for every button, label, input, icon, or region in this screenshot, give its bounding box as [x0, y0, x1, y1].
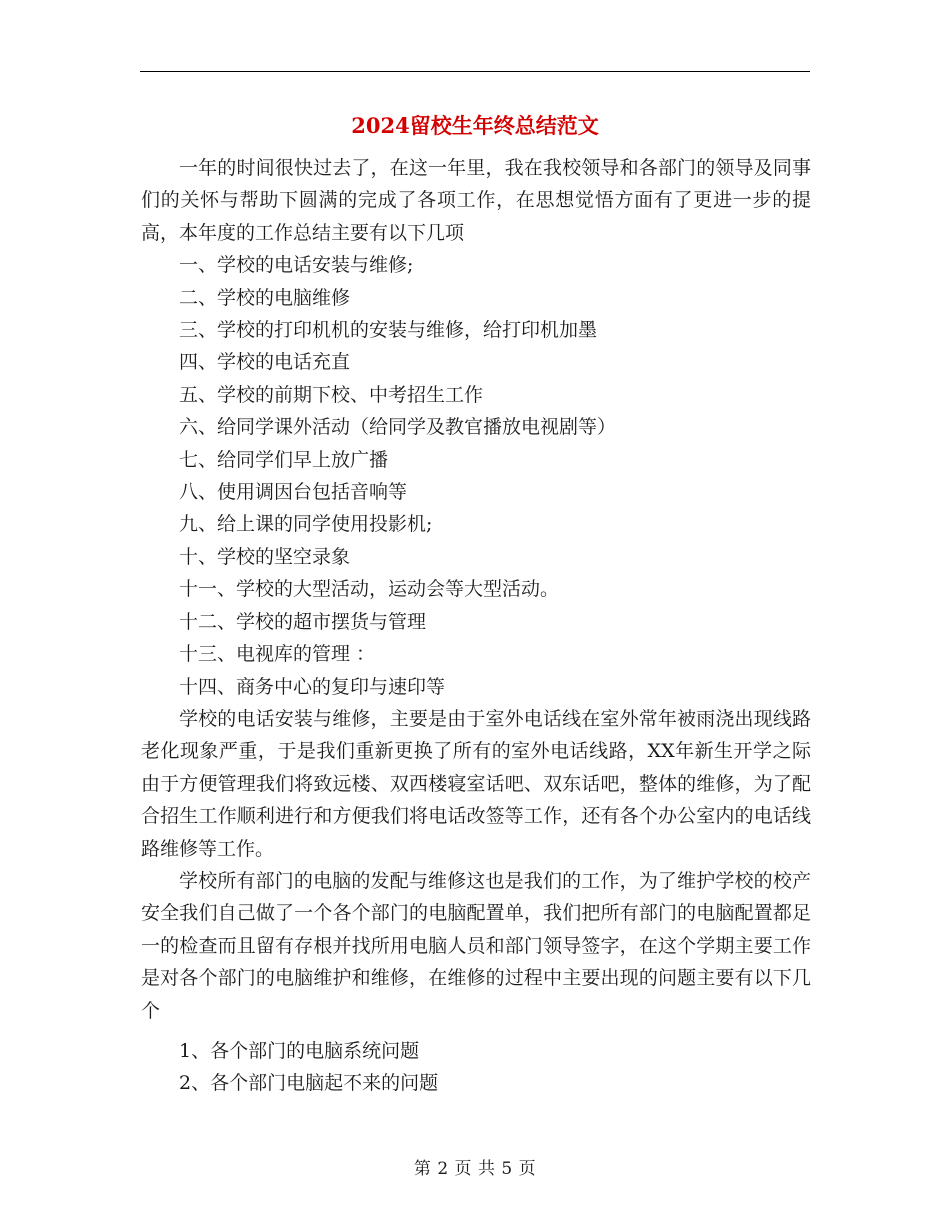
computer-maintenance-paragraph: 学校所有部门的电脑的发配与维修这也是我们的工作，为了维护学校的校产安全我们自己做了一个各个部门的电脑配置单，我们把所有部门的电脑配置都足一的检查而且留有存根并找所用电脑人员和部门领导签字，在这个学期主要工作是对各个部门的电脑维护和维修，在维修的过程中主要出现的问题主要有以下几个 [141, 869, 811, 1022]
document-body [141, 152, 811, 1100]
page-number-footer: 第 2 页 共 5 页 [413, 1159, 537, 1179]
work-item-11: 十一、学校的大型活动，运动会等大型活动。 [179, 578, 560, 601]
intro-paragraph: 一年的时间很快过去了，在这一年里，我在我校领导和各部门的领导及同事们的关怀与帮助下圆满的完成了各项工作，在思想觉悟方面有了更进一步的提高，本年度的工作总结主要有以下几项 [141, 157, 811, 244]
issue-item-1: 1、各个部门的电脑系统问题 [179, 1039, 420, 1062]
work-item-3: 三、学校的打印机机的安装与维修，给打印机加墨 [179, 319, 598, 342]
work-item-7: 七、给同学们早上放广播 [179, 448, 389, 471]
document-title: 2024留校生年终总结范文 [351, 113, 599, 138]
phone-maintenance-paragraph: 学校的电话安装与维修，主要是由于室外电话线在室外常年被雨浇出现线路老化现象严重，于是我们重新更换了所有的室外电话线路，XX年新生开学之际由于方便管理我们将致远楼、双西楼寝室话吧、双东话吧，整体的维修，为了配合招生工作顺利进行和方便我们将电话改签等工作，还有各个办公室内的电话线路维修等工作。 [141, 707, 811, 860]
work-item-2: 二、学校的电脑维修 [179, 286, 351, 309]
issue-item-2: 2、各个部门电脑起不来的问题 [179, 1072, 439, 1095]
work-item-4: 四、学校的电话充直 [179, 351, 351, 374]
work-item-9: 九、给上课的同学使用投影机; [179, 513, 433, 536]
work-item-12: 十二、学校的超市摆货与管理 [179, 610, 427, 633]
work-item-5: 五、学校的前期下校、中考招生工作 [179, 383, 484, 406]
work-item-1: 一、学校的电话安装与维修; [179, 254, 414, 277]
work-item-8: 八、使用调因台包括音响等 [179, 481, 408, 504]
work-item-10: 十、学校的坚空录象 [179, 545, 351, 568]
header-rule [140, 71, 810, 72]
work-item-13: 十三、电视库的管理 ： [179, 643, 376, 666]
work-item-6: 六、给同学课外活动（给同学及教官播放电视剧等） [179, 416, 617, 439]
work-item-14: 十四、商务中心的复印与速印等 [179, 675, 446, 698]
